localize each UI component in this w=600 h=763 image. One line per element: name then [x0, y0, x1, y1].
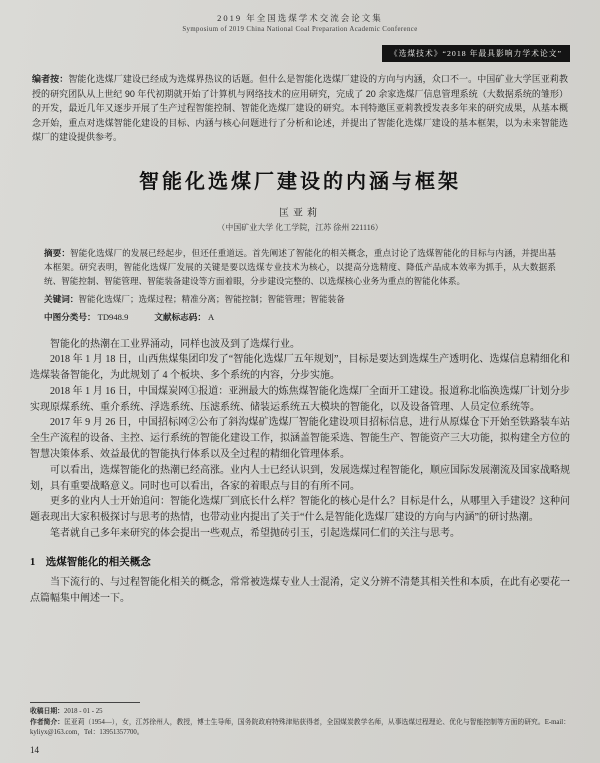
abstract: [44, 247, 556, 289]
received-date-value: 2018 - 01 - 25: [63, 708, 103, 716]
author-bio-line: [30, 718, 570, 739]
article-meta: [44, 247, 556, 325]
author-name: 匡亚莉: [279, 207, 321, 219]
abstract-text: 智能化选煤厂的发展已经起步，但还任重道远。首先阐述了智能化的相关概念，重点讨论了选煤智能化的目标与内涵，并提出基本框架。研究表明，智能化选煤厂发展的关键是要以选煤专业技术为核心，以提高分选精度、降低产品成本效率为抓手，从大数据系统、智能控制、智能管理、智能装备建设等方面着眼，分步建设完整的、以选煤核心业务为重点的智能化体系。: [44, 247, 556, 286]
editor-note-label: 编者按：: [32, 74, 69, 84]
doc-code-label: 文献标志码：: [154, 311, 206, 322]
received-date-line: [30, 707, 570, 718]
award-badge-row: [30, 43, 570, 62]
body-paragraph: 2018 年 1 月 16 日，中国煤炭网①报道：亚洲最大的炼焦煤智能化选煤厂全面开工建设。报道称北临涣选煤厂计划分步实现原煤系统、重介系统、浮选系统、压滤系统、储装运系统五大模块的智能化，以及设备管理、人员定位系统等。: [30, 385, 570, 413]
section-1-paragraph: 当下流行的、与过程智能化相关的概念，常常被选煤专业人士混淆，定义分辨不清楚其相关性和本质，在此有必要花一点篇幅集中阐述一下。: [30, 576, 570, 604]
award-badge: 《选煤技术》“2018 年最具影响力学术论文”: [382, 45, 570, 62]
editor-note: [32, 72, 568, 145]
editor-note-text: 智能化选煤厂建设已经成为选煤界热议的话题。但什么是智能化选煤厂建设的方向与内涵，众口不一。中国矿业大学匡亚莉教授的研究团队从上世纪 90 年代初期就开始了计算机与网络技术的应用研究，完成了 20 余家选煤厂信息管理系统（大数据系统的雏形）的开发，最近几年又逐步开展了生产过程智能控制、智能化选煤厂建设的研究。本刊特邀匡亚莉教授发表多年来的研究成果，从基本概念开始，重点对选煤智能化建设的目标、内涵与核心问题进行了分析和论述，并提出了智能化选煤厂建设的基本框架，以为未来智能选煤厂的建设提供参考。: [32, 74, 568, 143]
keywords-label: 关键词：: [44, 293, 79, 304]
page-footer: [30, 702, 570, 755]
clc-value: TD948.9: [97, 311, 129, 322]
keywords: [44, 293, 556, 307]
body-paragraph: 更多的业内人士开始追问：智能化选煤厂到底长什么样？智能化的核心是什么？目标是什么，从哪里入手建设？这种问题表现出大家积极探讨与思考的热情，也带动业内提出了关于“什么是智能化选煤厂建设的方向与内涵”的研讨热潮。: [30, 496, 570, 524]
author-affiliation: （中国矿业大学 化工学院，江苏 徐州 221116）: [217, 222, 383, 232]
doc-code-value: A: [207, 311, 215, 322]
keywords-text: 智能化选煤厂；选煤过程；精准分离；智能控制；智能管理；智能装备: [78, 293, 345, 304]
page-number: 14: [30, 745, 39, 755]
classification-line: [44, 311, 556, 325]
conference-title-en: Symposium of 2019 China National Coal Preparation Academic Conference: [182, 26, 418, 33]
body-paragraph: 笔者就自己多年来研究的体会提出一些观点，希望抛砖引玉，引起选煤同仁们的关注与思考。: [50, 528, 460, 540]
article-title: 智能化选煤厂建设的内涵与框架: [139, 170, 461, 193]
body-paragraph: 2018 年 1 月 18 日，山西焦煤集团印发了“智能化选煤厂五年规划”，目标是要达到选煤生产透明化、选煤信息精细化和选煤装备智能化，为此规划了 4 个板块、多个系统的内容，分步实施。: [30, 354, 570, 382]
article-body: [30, 337, 570, 607]
abstract-label: 摘要：: [44, 247, 71, 258]
section-1-heading: 1 选煤智能化的相关概念: [30, 556, 151, 568]
footnote-divider: [30, 702, 140, 703]
body-paragraph: 智能化的热潮在工业界涌动，同样也波及到了选煤行业。: [50, 338, 300, 350]
received-date-label: 收稿日期：: [30, 708, 64, 716]
author-bio-label: 作者简介：: [30, 718, 65, 726]
conference-title-cn: 2019 年全国选煤学术交流会论文集: [217, 13, 383, 23]
author-bio-text: 匡亚莉（1954—），女，江苏徐州人，教授，博士生导师，国务院政府特殊津贴获得者，全国煤炭教学名师，从事选煤过程理论、优化与智能控制等方面的研究。E-mail：kyliyx@163.com，Tel：13951357700。: [30, 718, 571, 737]
body-paragraph: 2017 年 9 月 26 日，中国招标网②公布了斜沟煤矿选煤厂智能化建设项目招标信息，进行从原煤仓下开始至铁路装车站全生产流程的设备、主控、运行系统的智能化建设工作，拟涵盖智能采选、智能生产、智能资产三大功能，拟构建全方位的智慧决策体系、效益最优的智能执行体系以及全过程的精细化管理体系。: [30, 417, 570, 461]
conference-header: [30, 12, 570, 33]
body-paragraph: 可以看出，选煤智能化的热潮已经高涨。业内人士已经认识到，发展选煤过程智能化，顺应国际发展潮流及国家战略规划，具有重要战略意义。同时也可以看出，各家的着眼点与目的有所不同。: [30, 464, 570, 492]
clc-label: 中图分类号：: [44, 311, 96, 322]
